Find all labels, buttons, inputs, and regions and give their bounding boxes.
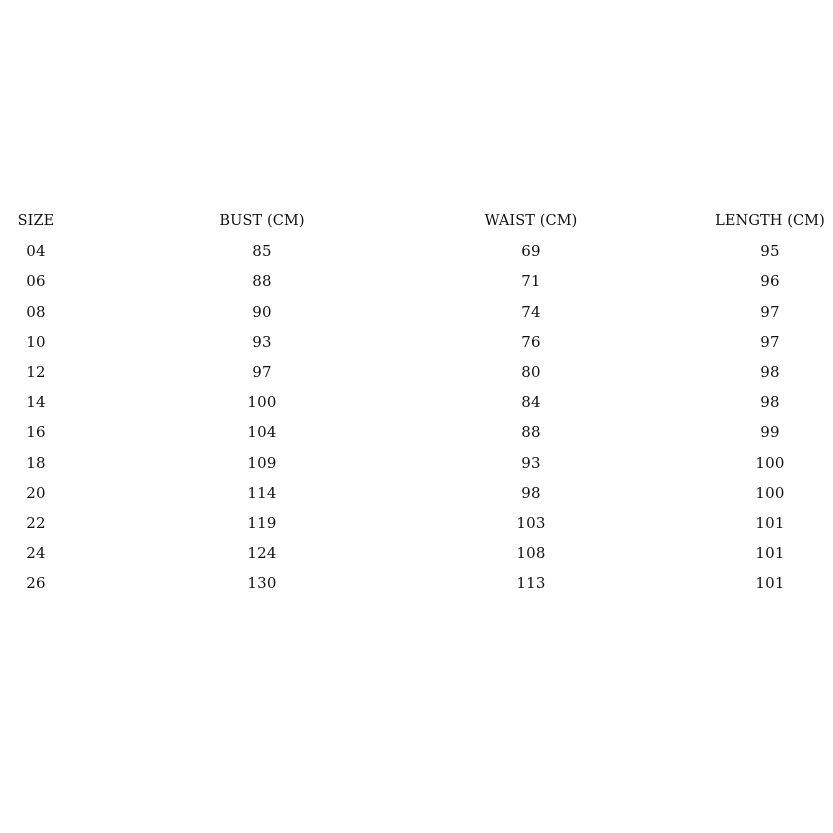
length-cell: 98 bbox=[760, 393, 780, 412]
table-row bbox=[0, 568, 833, 598]
length-cell: 100 bbox=[755, 483, 785, 502]
waist-cell: 76 bbox=[521, 332, 541, 351]
size-cell: 18 bbox=[26, 453, 46, 472]
bust-cell: 90 bbox=[252, 302, 272, 321]
size-cell: 04 bbox=[26, 242, 46, 261]
bust-cell: 130 bbox=[247, 574, 277, 593]
bust-cell: 104 bbox=[247, 423, 277, 442]
size-cell: 20 bbox=[26, 483, 46, 502]
size-cell: 08 bbox=[26, 302, 46, 321]
waist-cell: 69 bbox=[521, 242, 541, 261]
length-cell: 95 bbox=[760, 242, 780, 261]
bust-cell: 85 bbox=[252, 242, 272, 261]
table-row bbox=[0, 478, 833, 508]
size-chart-table bbox=[0, 206, 833, 598]
table-row bbox=[0, 417, 833, 447]
waist-cell: 98 bbox=[521, 483, 541, 502]
size-cell: 22 bbox=[26, 513, 46, 532]
bust-cell: 114 bbox=[247, 483, 277, 502]
size-cell: 24 bbox=[26, 544, 46, 563]
size-cell: 12 bbox=[26, 362, 46, 381]
bust-cell: 109 bbox=[247, 453, 277, 472]
table-header-row bbox=[0, 206, 833, 236]
size-cell: 06 bbox=[26, 272, 46, 291]
bust-cell: 88 bbox=[252, 272, 272, 291]
length-cell: 99 bbox=[760, 423, 780, 442]
table-row bbox=[0, 297, 833, 327]
table-row bbox=[0, 266, 833, 296]
waist-cell: 84 bbox=[521, 393, 541, 412]
size-cell: 14 bbox=[26, 393, 46, 412]
table-row bbox=[0, 448, 833, 478]
header-length: LENGTH (CM) bbox=[715, 213, 825, 229]
length-cell: 97 bbox=[760, 302, 780, 321]
table-row bbox=[0, 357, 833, 387]
waist-cell: 103 bbox=[516, 513, 546, 532]
length-cell: 101 bbox=[755, 544, 785, 563]
bust-cell: 97 bbox=[252, 362, 272, 381]
table-row bbox=[0, 327, 833, 357]
header-size: SIZE bbox=[17, 213, 55, 229]
bust-cell: 100 bbox=[247, 393, 277, 412]
length-cell: 98 bbox=[760, 362, 780, 381]
header-bust: BUST (CM) bbox=[219, 213, 305, 229]
waist-cell: 74 bbox=[521, 302, 541, 321]
waist-cell: 71 bbox=[521, 272, 541, 291]
waist-cell: 80 bbox=[521, 362, 541, 381]
table-row bbox=[0, 508, 833, 538]
table-row bbox=[0, 236, 833, 266]
bust-cell: 93 bbox=[252, 332, 272, 351]
waist-cell: 113 bbox=[516, 574, 546, 593]
size-cell: 26 bbox=[26, 574, 46, 593]
waist-cell: 108 bbox=[516, 544, 546, 563]
length-cell: 101 bbox=[755, 513, 785, 532]
size-cell: 16 bbox=[26, 423, 46, 442]
table-row bbox=[0, 538, 833, 568]
length-cell: 96 bbox=[760, 272, 780, 291]
bust-cell: 119 bbox=[247, 513, 277, 532]
table-row bbox=[0, 387, 833, 417]
length-cell: 101 bbox=[755, 574, 785, 593]
bust-cell: 124 bbox=[247, 544, 277, 563]
length-cell: 97 bbox=[760, 332, 780, 351]
header-waist: WAIST (CM) bbox=[484, 213, 578, 229]
waist-cell: 88 bbox=[521, 423, 541, 442]
waist-cell: 93 bbox=[521, 453, 541, 472]
length-cell: 100 bbox=[755, 453, 785, 472]
size-cell: 10 bbox=[26, 332, 46, 351]
